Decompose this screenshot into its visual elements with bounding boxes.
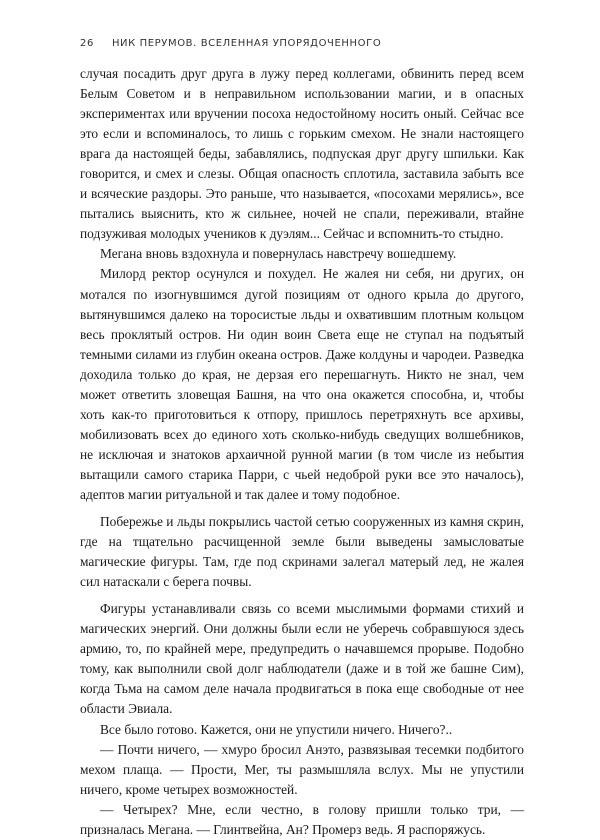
paragraph: Мегана вновь вздохнула и повернулась навстречу вошедшему. xyxy=(100,246,457,262)
paragraph: Милорд ректор осунулся и похудел. Не жалея ни себя, ни других, он мотался по изогнувшимся дугой позициям от одного крыла до другого, вытянувшимся далеко на торосистые льды и охватившим плотным кольцом весь проклятый остров. Ни один воин Света еще не ступал на подъятый темными силами из глубин океана остров. Даже колдуны и чародеи. Разведка доходила только до края, не дерзая его перешагнуть. Никто не знал, чем может ответить зловещая Башня, на что она окажется способна, и, чтобы хоть как-то приготовиться к отпору, пришлось перетряхнуть все архивы, мобилизовать всех до единого хоть сколько-нибудь сведущих волшебников, не исключая и знатоков архаичной рунной магии (в том числе из небытия вытащили самого старика Парри, с чьей недоброй руки все это началось), адептов магии ритуальной и так далее и тому подобное. xyxy=(80,266,524,502)
running-title: НИК ПЕРУМОВ. ВСЕЛЕННАЯ УПОРЯДОЧЕННОГО xyxy=(111,38,382,49)
paragraph: Побережье и льды покрылись частой сетью сооруженных из камня скрин, где на тщательно расчищенной земле были выведены замысловатые магические фигуры. Там, где под скринами залегал матерый лед, не жалея сил натаскали с берега почвы. xyxy=(80,514,524,590)
paragraph: Все было готово. Кажется, они не упустили ничего. Ничего?.. xyxy=(100,721,453,737)
dialogue-paragraph: — Четырех? Мне, если честно, в голову пришли только три, — призналась Мегана. — Глинтвейна, Ан? Промерз ведь. Я распоряжусь. xyxy=(80,801,524,837)
page-number: 26 xyxy=(80,38,94,49)
dialogue-paragraph: — Почти ничего, — хмуро бросил Анэто, развязывая тесемки подбитого мехом плаща. — Прости, Мег, ты размышляла вслух. Мы не упустили ничего, кроме четырех возможностей. xyxy=(80,741,524,797)
body-text xyxy=(80,64,524,840)
paragraph-continued: случая посадить друг друга в лужу перед коллегами, обвинить перед всем Белым Советом и в неправильном использовании магии, и в опасных экспериментах или вручении посоха недостойному носить оный. Сейчас все это если и вспоминалось, то лишь с горьким смехом. Не знали настоящего врага да настоящей беды, забавлялись, подпуская друг другу шпильки. Как говорится, и смех и слезы. Общая опасность сплотила, заставила забыть все и всяческие раздоры. Это раньше, что называется, «посохами мерялись», все пытались выяснить, кто ж сильнее, ночей не спали, переживали, втайне подзуживая молодых учеников к дуэлям... Сейчас и вспомнить-то стыдно. xyxy=(80,66,524,242)
running-head xyxy=(80,38,381,49)
paragraph: Фигуры устанавливали связь со всеми мыслимыми формами стихий и магических энергий. Они должны были если не уберечь собравшуюся здесь армию, то, по крайней мере, предупредить о начавшемся прорыве. Подобно тому, как выполнили свой долг наблюдатели (даже и в той же башне Сим), когда Тьма на самом деле начала продвигаться в пока еще свободные от нее области Эвиала. xyxy=(80,601,524,717)
